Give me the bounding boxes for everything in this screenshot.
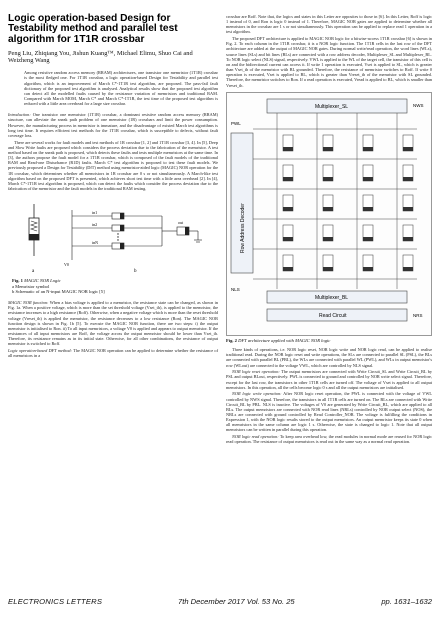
figure-2: [226, 92, 432, 336]
figure-2-caption: [226, 338, 432, 343]
fig1-in1-label: in1: [92, 210, 98, 216]
journal-footer: [8, 597, 432, 606]
abstract: Among resistive random access memory (RRAM) architectures, one transistor one memristor (1T1R) crossbar is the most fledged one. For 1T1R crossbar, a logic operation-based Design for Testability and parallel test algorithm, which is an improvement of March C*-1T1R test algorithm, are proposed. The pass-fail fault dictionary of the proposed test algorithm is analysed. Analytical results show that the proposed test algorithm can detect all the modelled faults caused by the resistance variation of memristors and traditional RAM. Compared with March MOM, March C* and March C*-1T1R, the test time of the proposed test algorithm is reduced with a little area overhead for a large size crossbar.: [24, 70, 218, 107]
nor-read-heading: NOR logic read operation:: [232, 434, 279, 440]
nor-operations-section: [226, 347, 432, 444]
fig1-in2-label: in2: [92, 222, 98, 228]
nrs-label: NRS: [413, 312, 423, 318]
magic-nor-diagram: [12, 196, 212, 276]
nws-label: NWS: [413, 102, 424, 108]
figure-1-caption: [12, 278, 105, 294]
crossbar-grid: [253, 113, 417, 289]
fig1-label-a: a: [32, 269, 35, 275]
journal-volume: 7th December 2017 Vol. 53 No. 25: [178, 597, 295, 606]
intro-paragraph-2: There are several works for fault models and test methods of 1R crossbar [1, 2] and 1T1R crossbar [3, 4]. In [5], Deep and Slow Write faults are proposed which considers the process deviation due to the fabrication of the memristor. A test method based on the sneak path is proposed, which detects these faults and tests multiple memristors at the same time. In [3], the authors propose the fault model for a 1T1R crossbar, which is composed of the fault models of the traditional RAM and Read-one Disturbance (R1D) faults. March C* test algorithm is proposed to test these fault models. We previously proposed a Design for Testability (DfT) method using memristor-aided logic (MAGIC) NOR operation for the 1R crossbar, which determines whether all memristors in 1R crossbar are 0 s or not simultaneously. A March-like test algorithm based on the proposed DFT is presented, which achieves short test time with a little area overhead [2]. In [4], March C*-1T1R test algorithm is proposed, which can detect the faults which consider the process deviation due to the fabrication of the memristor and the fault models in the traditional RAM testing.: [8, 139, 218, 191]
magic-nor-paragraph: When a bias voltage is applied to a memristor, the resistance state can be changed, as shown in Fig. 1a. When a positive voltage, which is more than the set threshold voltage (Vset_th), is applied to the memristor, the resistance increases to a high resistance (Roff). Otherwise, when a negative voltage which is more than the reset threshold voltage (Vreset_th) is applied the memristor, the resistance decreases to a low resistance (Ron). The MAGIC NOR function design is shown in Fig. 1b [5]. To execute the MAGIC NOR function, there are two steps: i) the output memristor is initialised to Ron. ii) To all input memristors, a voltage V0 is applied and appears to output memristor. If the resistances of all input memristors are Roff, the voltage across the output memristor should be lower than Vset_th. Therefore, its resistance remains as in its initial state. Otherwise, for all other combinations, the resistance of output memristor is switched to Roff.: [8, 300, 218, 347]
read-circuit-label: Read Circuit: [319, 312, 347, 319]
nor-schematic: [72, 210, 202, 260]
dft-architecture-diagram: [227, 93, 433, 337]
fig1-caption-a: a Memristor symbol: [12, 283, 50, 289]
figure-1: [12, 196, 212, 294]
magic-nor-heading: MAGIC NOR function:: [8, 300, 49, 306]
fig1-out-label: out: [178, 220, 184, 226]
fig2-caption-label: Fig. 2: [226, 337, 237, 343]
mux-sl-label: Multiplexer_SL: [315, 103, 349, 110]
fig1-label-b: b: [134, 269, 137, 275]
memristor-symbol: [29, 204, 39, 256]
author-list: Peng Liu, Zhiqiang You, Jishun Kuang™, Michael Elimu, Shuo Cai and Weizheng Wang: [8, 50, 193, 65]
dft-architecture-section: [226, 14, 432, 88]
nor-write-paragraph: After NOR logic reset operation, the PWL is connected with the voltage of VWL controlled by NWS signal. Therefore, the transistors in all 1T1R cells are turned on. The BLs are connected with Write Circuit_BL by PBL. NLS is inactive. The voltages of V0 are generated by Write Circuit_BL, which are applied to all BLs. The output memristors are connected with NOR read lines (NRLs) controlled by NOR output select (NOS), the NRLs are connected with ground controlled by Read Controller_NOR. The voltage is fulfilling the conditions in Expression 1, with the NOR logic results stored to the output memristors. An output memristor keeps its state 0 when all memristors in the same column are logic 1 s. Otherwise, the state is changed to logic 1. Note that all output memristors can be written in parallel during this operation.: [226, 391, 433, 433]
pwl-label: PWL: [231, 120, 241, 126]
fig1-caption-b: b Schematic of an N-input MAGIC NOR logic [5]: [12, 288, 105, 294]
journal-name: ELECTRONICS LETTERS: [8, 597, 103, 606]
right-column: [226, 14, 432, 446]
fig1-inN-label: inN: [92, 240, 98, 246]
logic-dft-heading: Logic operation-based DFT method:: [8, 348, 72, 354]
paper-title: Logic operation-based Design for Testability method and parallel test algorithm for 1T1R crossbar: [8, 13, 178, 45]
nor-reset-heading: NOR logic reset operation:: [232, 369, 280, 375]
fig1-v0-label: V0: [64, 262, 69, 268]
magic-nor-section: [8, 300, 218, 358]
fig1-caption-title: MAGIC NOR Logic: [24, 278, 61, 284]
logic-dft-paragraph: The MAGIC NOR operation can be applied to determine whether the resistance of all memristors in a: [8, 348, 218, 359]
fig2-caption-title: DFT architecture applied with MAGIC NOR logic: [238, 337, 331, 343]
right-paragraph-3: Three kinds of operations, i.e. NOR logic reset, NOR logic write and NOR logic read, can be applied to realise traditional read. During the NOR logic reset and write operations, the SLs are connected to parallel SL (PSL), the BLs are connected with parallel BL (PBL), the WLs are connected with parallel WL (PWL), and WLs in output memristor's row (WLout) are connected to the voltage VWL, which are controlled by NLS signal.: [226, 347, 432, 368]
right-paragraph-1: crossbar are Roff. Note that, the logics and states in this Letter are opposites to those in [6]. In this Letter, Roff is logic 1 instead of 0, and Ron is logic 0 instead of 1. Therefore, MAGIC NOR gates are applied to determine whether all memristors in the crossbar are 1 s or not simultaneously. This operation can be applied to replace read 1 operation in a test algorithm.: [226, 14, 432, 35]
nor-write-heading: NOR logic write operation:: [232, 391, 282, 397]
introduction-section: [8, 112, 218, 191]
left-column: [8, 14, 218, 360]
nls-label: NLS: [231, 286, 240, 292]
journal-pages: pp. 1631–1632: [381, 597, 432, 606]
right-paragraph-2: The proposed DFT architecture is applied to MAGIC NOR logic for a bitwise-access 1T1R crossbar [6] is shown in Fig. 2. To each column in the 1T1R crossbar, it is a NOR logic function. The 1T1R cells in the last row of the DFT architecture are added at the output of MAGIC NOR gates. During normal write/read operation, the word lines (WLs), source lines (SLs) and bit lines (BLs) are connected with a row address decoder, Multiplexer_SL and Multiplexer_BL. To NOR logic select (NLS) signal, respectively. VWL is applied to the WL of the target cell, the transistor of this cell is on and the bidirectional current can access it. If write 1 operation is executed, Vset is applied to SL, which is greater than Vset_th of the memristor with BL grounded. Therefore, the resistance of memristor switches to Roff. If write 0 operation is executed, Vset is applied to BL, which is greater than Vreset_th of the memristor with SL grounded. Therefore, the memristor switches to Ron. If a read operation is executed, Vread is applied to BL, which is smaller than Vreset_th.: [226, 36, 432, 88]
nor-read-paragraph: To keep area overhead low, the read modules in normal mode are reused for NOR logic read operation. The resistance of output memristors is read out in the same way as a normal read operation.: [226, 434, 433, 445]
nor-reset-paragraph: The output memristors are connected with Write Circuit_SL and Write Circuit_BL by PSL and output BLout, respectively. PWL is connected to ground and controlled by NOR write select signal. Therefore, except for the last row, the transistors in other 1T1R cells are turned off. The voltage of Vset is applied to all output memristors. In this operation, all the cells become logic 0 s and all the output memristors are initialised.: [226, 369, 433, 390]
fig1-caption-label: Fig. 1: [12, 278, 23, 284]
row-decoder-label: Row Address Decoder: [240, 202, 246, 253]
intro-paragraph-1: One transistor one memristor (1T1R) crossbar, a dominant resistive random access memory (RRAM) structure, can alleviate the sneak path problem of one memristor (1R) crossbars and limit the power consumption. However, the manufacturing process in memristor is immature, and the disadvantage of existed March test algorithms is long test time. It requires efficient test methods for the 1T1R crossbar, which is susceptible to defects, without fault coverage loss.: [8, 112, 218, 138]
mux-bl-label: Multiplexer_BL: [315, 294, 349, 301]
introduction-heading: Introduction:: [8, 112, 31, 118]
